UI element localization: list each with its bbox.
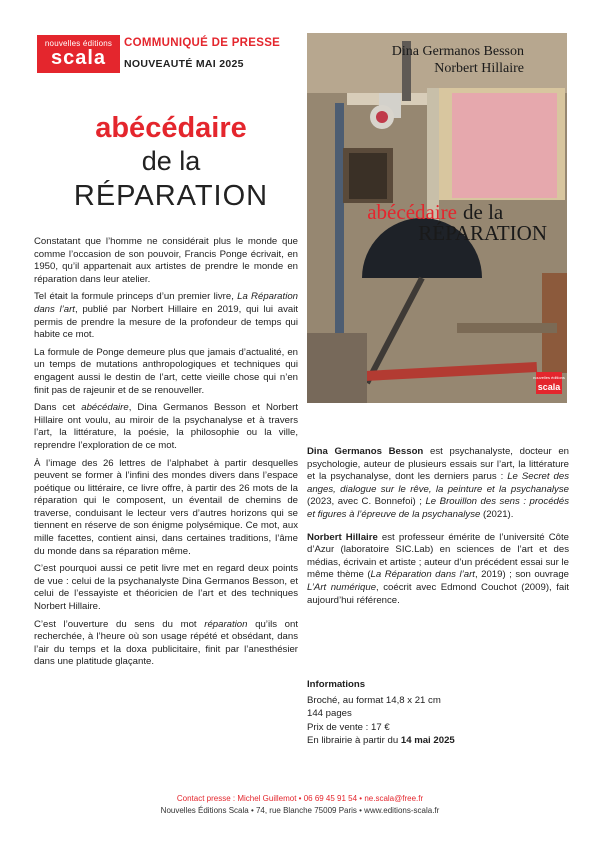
emphasis: réparation [204, 618, 248, 630]
text-run: Tel était la formule princeps d’un premier livre, [34, 291, 238, 303]
author-bio-2 [307, 532, 569, 608]
cover-author-2: Norbert Hillaire [434, 61, 524, 76]
body-paragraph-1: Constatant que l’homme ne considérait plus le monde que comme l’occasion de son pouvoir, Francis Ponge écrivait, en 1950, qu’il appartenait aux artistes de prendre le monde en réparation dans leur atelier. [34, 236, 298, 285]
body-paragraph-6: C’est pourquoi aussi ce petit livre met en regard deux points de vue : celui de la psychanalyste Dina Germanos Besson, et celui de l’essayiste et théoricien de l’art et des techniques Norbert Hillaire. [34, 563, 298, 613]
text-run: C’est l’ouverture du sens du mot [34, 618, 205, 630]
release-date: 14 mai 2025 [400, 735, 455, 747]
text-run: est psychanalyste, docteur en psychologie, auteur de plusieurs essais sur l’art, la littérature et la psychanalyse, dont les derniers parus : [307, 446, 570, 483]
info-release [307, 734, 569, 748]
text-run: , 2019) ; son ouvrage [474, 569, 569, 581]
info-heading: Informations [307, 679, 366, 690]
author-bio-1 [307, 446, 569, 522]
text-run: (2021). [480, 508, 514, 520]
book-title: La Réparation dans l’art [34, 291, 298, 315]
cover-title-dark: de la [463, 200, 504, 224]
logo-subtitle: nouvelles éditions [44, 39, 113, 48]
emphasis: abécédaire [81, 402, 129, 414]
title-line-1: abécédaire [95, 112, 247, 144]
body-paragraph-2 [34, 291, 298, 341]
cover-author-1: Dina Germanos Besson [391, 44, 524, 59]
title-line-2: de la [141, 146, 201, 176]
author-name: Norbert Hillaire [307, 531, 378, 543]
cover-title-line2: RÉPARATION [418, 221, 547, 245]
book-title: La Réparation dans l’art [370, 569, 475, 581]
book-information [307, 678, 569, 748]
cover-title-red: abécédaire [367, 200, 457, 224]
cover-artwork [307, 33, 567, 403]
text-run: Dans cet [34, 402, 82, 414]
book-title: Le Secret des anges, dialogue sur le rêve, la peinture et la psychanalyse [307, 471, 569, 495]
book-title: L’Art numérique [307, 581, 377, 593]
novelty-label: NOUVEAUTÉ MAI 2025 [124, 58, 244, 70]
logo-wordmark: scala [50, 47, 107, 69]
cover-logo-small: nouvelles éditions [533, 375, 565, 380]
author-bios [307, 446, 569, 617]
info-pages: 144 pages [307, 708, 352, 720]
publisher-address: Nouvelles Éditions Scala • 74, rue Blanche 75009 Paris • www.editions-scala.fr [160, 806, 440, 815]
body-paragraph-5: À l’image des 26 lettres de l’alphabet à partir desquelles peuvent se former à l’infini des mondes divers dans l’espace poétique ou littéraire, ce livre offre, à partir des 26 mots de la réparation qui le composent, un éventail de chemins de traverse, conduisant le lecteur vers d’autres horizons qui se tiennent en réserve de son énigme polysémique. Ce mot, aux mille facettes, contient ainsi, dans certaines traditions, l’âme du monde dans sa réparation même. [34, 457, 298, 557]
book-cover [307, 33, 567, 403]
body-paragraph-4 [34, 402, 298, 452]
text-run: , Dina Germanos Besson et Norbert Hillaire ont voulu, au miroir de la psychanalyse et à travers l’art, la littérature, la poésie, la philosophie ou la ville, reprendre l’exploration de ce mot. [34, 402, 298, 451]
author-name: Dina Germanos Besson [307, 446, 424, 457]
publisher-logo [37, 35, 120, 73]
press-release-label: COMMUNIQUÉ DE PRESSE [124, 37, 281, 49]
text-run: En librairie à partir du [307, 735, 401, 747]
body-paragraph-7 [34, 619, 298, 669]
body-text [34, 236, 298, 674]
title-line-3: RÉPARATION [73, 180, 269, 212]
text-run: , coécrit avec Edmond Couchot (2009), fait aujourd’hui référence. [307, 581, 569, 606]
text-run: est professeur émérite de l’université Côte d’Azur (laboratoire SIC.Lab) en sciences de l’art et des médias, écrivain et artiste ; auteur d’un précédent essai sur le même thème ( [307, 531, 569, 581]
press-contact: Contact presse : Michel Guillemot • 06 69 45 91 54 • ne.scala@free.fr [176, 794, 424, 803]
text-run: qu’ils ont recherchée, à l’heure où son usage répété et obsédant, dans l’air du temps et la doxa publicitaire, finit par l’anesthésier dans une platitude glaçante. [34, 618, 299, 668]
text-run: (2023, avec C. Bonnefoi) ; [307, 496, 426, 508]
info-format: Broché, au format 14,8 x 21 cm [307, 694, 441, 706]
book-title: Le Brouillon des sens : procédés et figures à l’épreuve de la psychanalyse [307, 496, 569, 520]
text-run: , publié par Norbert Hillaire en 2019, qui lui avait permis de prendre la mesure de la profondeur de temps qui habite ce mot. [34, 303, 299, 341]
info-price: Prix de vente : 17 € [307, 721, 390, 733]
cover-logo-big: scala [537, 382, 561, 392]
body-paragraph-3: La formule de Ponge demeure plus que jamais d’actualité, en un temps de mutations anthropologiques et techniques qui engagent aussi le destin de l’art, cette vieille chose qui n’en finit pas de rajeunir et de se renouveller. [34, 346, 298, 396]
